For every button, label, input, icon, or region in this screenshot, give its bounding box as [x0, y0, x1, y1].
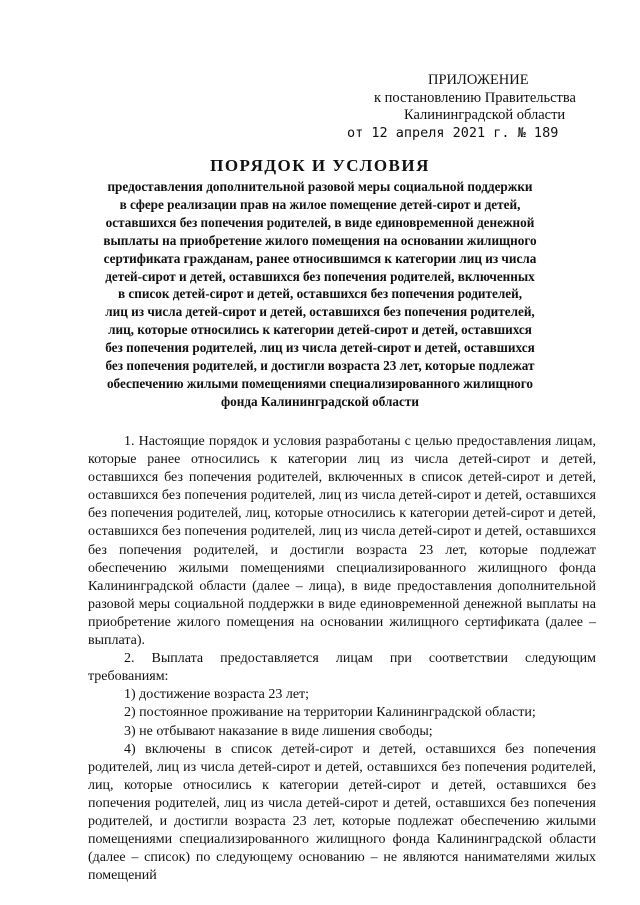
subtitle-line: предоставления дополнительной разовой меры социальной поддержки [107, 179, 533, 194]
list-item-3: 3) не отбывают наказание в виде лишения свободы; [124, 723, 433, 739]
appendix-region: Калининградской области [404, 107, 566, 123]
subtitle-line: сертификата гражданам, ранее относившимся к категории лиц из числа [103, 250, 537, 266]
paragraph-1: 1. Настоящие порядок и условия разработаны с целью предоставления лицам, которые ранее относились к категории лиц из числа детей-сирот и детей, оставшихся без попечения родителей, включенных в список детей-сирот и детей, оставшихся без попечения родителей, лиц из числа детей-сирот и детей, оставшихся без попечения родителей, лиц, которые относились к категории детей-сирот и детей, оставшихся без попечения родителей, лиц из числа детей-сирот и детей, оставшихся без попечения родителей, и достигли возраста 23 лет, которые подлежат обеспечению жилыми помещениями специализированного жилищного фонда Калининградской области (далее – лица), в виде предоставления дополнительной разовой меры социальной поддержки в виде единовременной денежной выплаты на приобретение жилого помещения на основании жилищного сертификата (далее – выплата). [88, 434, 596, 649]
subtitle-line: в сфере реализации прав на жилое помещение детей-сирот и детей, [119, 196, 521, 212]
document-body [88, 433, 596, 885]
subtitle-line: без попечения родителей, и достигли возраста 23 лет, которые подлежат [105, 358, 535, 374]
appendix-decree-ref: к постановлению Правительства [374, 89, 576, 106]
subtitle-line: фонда Калининградской области [221, 393, 419, 409]
subtitle-line: без попечения родителей, лиц из числа детей-сирот и детей, оставшихся [105, 340, 535, 356]
subtitle-line: в список детей-сирот и детей, оставшихся без попечения родителей, [117, 286, 522, 302]
list-item-1: 1) достижение возраста 23 лет; [124, 687, 310, 703]
subtitle-line: выплаты на приобретение жилого помещения на основании жилищного [103, 232, 537, 248]
appendix-label: ПРИЛОЖЕНИЕ [428, 72, 529, 88]
subtitle-line: детей-сирот и детей, оставшихся без попечения родителей, включенных [105, 268, 535, 284]
subtitle-line: обеспечению жилыми помещениями специализированного жилищного [106, 375, 534, 391]
subtitle-line: оставшихся без попечения родителей, в виде единовременной денежной [105, 214, 535, 230]
subtitle-line: лиц, которые относились к категории детей-сирот и детей, оставшихся [108, 322, 532, 338]
paragraph-2: 2. Выплата предоставляется лицам при соответствии следующим требованиям: [88, 651, 596, 685]
list-item-4: 4) включены в список детей-сирот и детей, оставшихся без попечения родителей, лиц из числа детей-сирот и детей, оставшихся без попечения родителей, лиц, которые относились к категории детей-сирот и детей, оставшихся без попечения родителей, лиц из числа детей-сирот и детей, оставшихся без попечения родителей, и достигли возраста 23 лет, которые подлежат обеспечению жилыми помещениями специализированного жилищного фонда Калининградской области (далее – список) по следующему основанию – не являются нанимателями жилых помещений [88, 741, 596, 884]
document-subtitle [50, 178, 590, 411]
appendix-header [300, 72, 600, 142]
document-title: ПОРЯДОК И УСЛОВИЯ [210, 156, 430, 175]
list-item-2: 2) постоянное проживание на территории Калининградской области; [124, 705, 536, 721]
subtitle-line: лиц из числа детей-сирот и детей, оставшихся без попечения родителей, [105, 304, 535, 320]
appendix-date-number: от 12 апреля 2021 г. № 189 [347, 124, 559, 141]
